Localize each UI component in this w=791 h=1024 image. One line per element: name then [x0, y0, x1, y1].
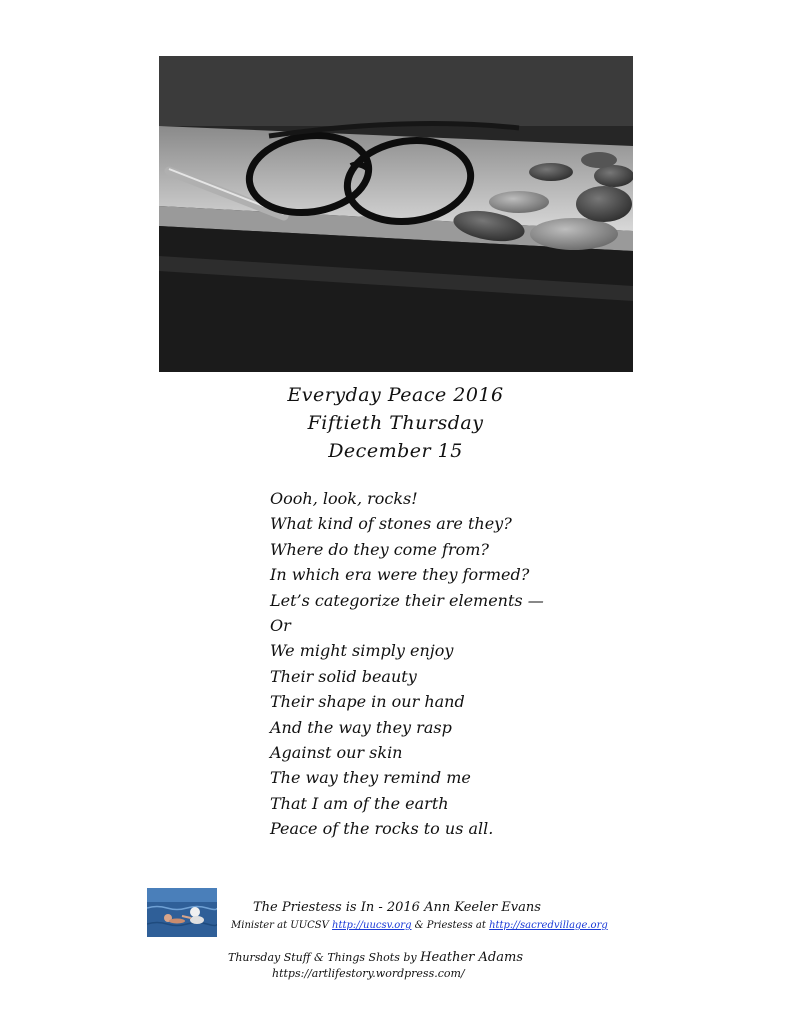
photo-credit-prefix: Thursday Stuff & Things Shots by	[228, 951, 417, 964]
poem-line: Their shape in our hand	[270, 692, 465, 712]
uucsv-link[interactable]: http://uucsv.org	[332, 920, 412, 931]
sacredvillage-link[interactable]: http://sacredvillage.org	[489, 920, 608, 931]
poem-line: What kind of stones are they?	[270, 514, 512, 534]
priestess-prefix: & Priestess at	[414, 920, 486, 931]
poem-line: We might simply enjoy	[270, 641, 454, 661]
poem-line: Or	[270, 615, 291, 635]
poem-line: Let’s categorize their elements —	[270, 590, 544, 610]
poem-line: Where do they come from?	[270, 539, 489, 559]
photographer-url: https://artlifestory.wordpress.com/	[272, 967, 465, 980]
glasses-stones-photo	[159, 56, 633, 372]
poem-line: Oooh, look, rocks!	[270, 489, 418, 508]
title-line-3: December 15	[328, 440, 463, 462]
poem-line: Their solid beauty	[270, 666, 417, 686]
photo-credit-line	[228, 950, 523, 965]
poem-line: And the way they rasp	[270, 717, 452, 737]
poem-line: The way they remind me	[270, 768, 471, 788]
photographer-name: Heather Adams	[420, 950, 523, 965]
poem-line: Against our skin	[270, 742, 403, 762]
title-line-2: Fiftieth Thursday	[307, 412, 484, 434]
poem-line: That I am of the earth	[270, 793, 449, 813]
poem-line: Peace of the rocks to us all.	[270, 819, 494, 839]
swimmers-photo	[147, 888, 217, 937]
poem-line: In which era were they formed?	[270, 565, 530, 585]
title-line-1: Everyday Peace 2016	[287, 384, 504, 406]
credit-line: The Priestess is In - 2016 Ann Keeler Evans	[253, 900, 541, 915]
poem	[270, 486, 544, 841]
minister-prefix: Minister at UUCSV	[231, 920, 329, 931]
affiliation-line	[231, 920, 608, 931]
